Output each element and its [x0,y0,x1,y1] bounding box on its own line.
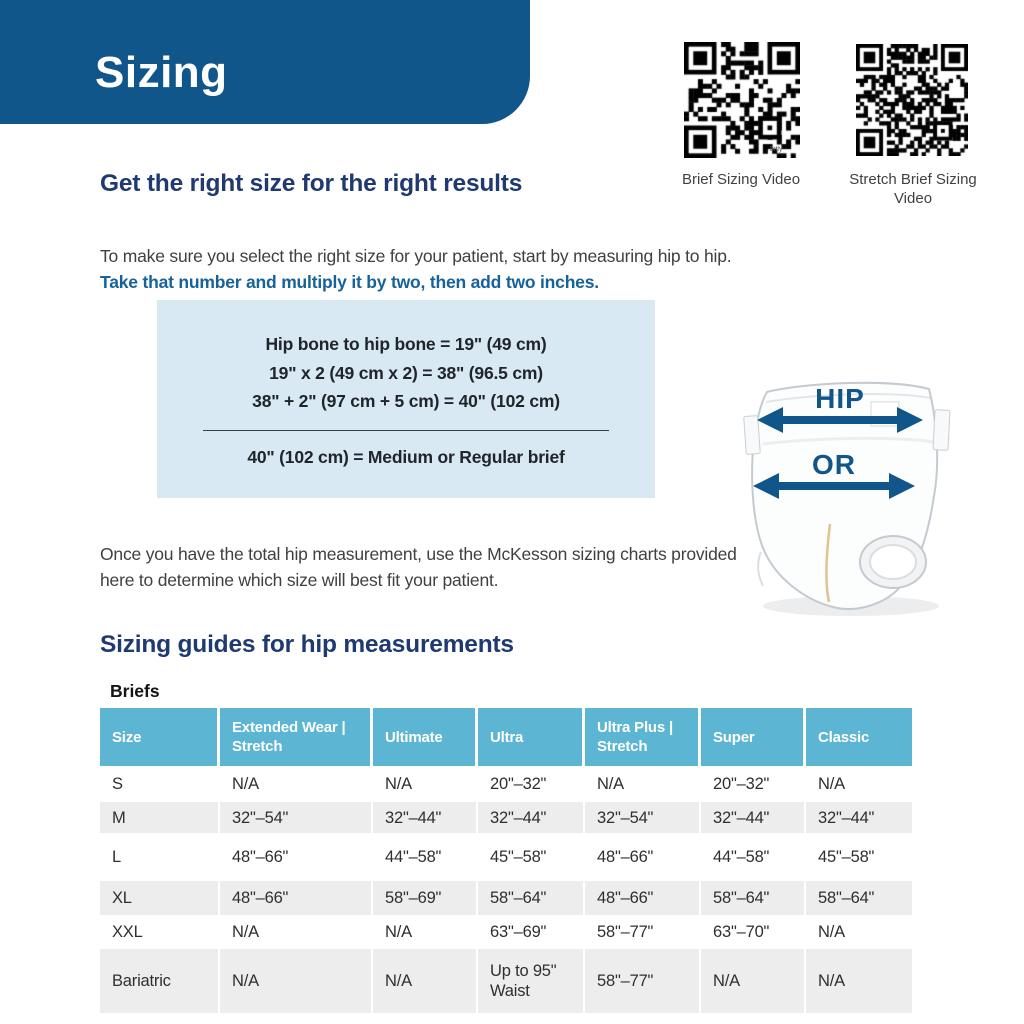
hip-label: HIP [815,383,865,414]
brief-left-ruffle [758,552,763,586]
size-cell: M [100,800,220,833]
qr-watermark: bitly [770,146,783,153]
range-cell: N/A [585,766,701,800]
calc-line-1: Hip bone to hip bone = 19" (49 cm) [265,334,547,354]
range-cell: 48"–66" [585,879,701,915]
size-cell: L [100,833,220,879]
briefs-sizing-table [100,708,912,1013]
table-row [100,915,912,947]
qr-label-stretch-brief-sizing-video: Stretch Brief Sizing Video [849,171,977,207]
qr-code-brief-sizing [684,42,800,158]
range-cell: 44"–58" [701,833,806,879]
table-row [100,947,912,1013]
column-header: Ultra Plus | Stretch [585,708,701,766]
brief-left-tab [744,416,761,455]
intro-paragraph [100,243,734,295]
sizing-guides-heading: Sizing guides for hip measurements [100,631,514,658]
range-cell: 58"–77" [585,947,701,1013]
size-cell: S [100,766,220,800]
range-cell: 32"–54" [585,800,701,833]
range-cell: 58"–69" [373,879,478,915]
outro-paragraph: Once you have the total hip measurement, use the McKesson sizing charts provided here to determine which size will best fit your patient. [100,543,737,590]
range-cell: 58"–64" [478,879,585,915]
range-cell: 32"–44" [701,800,806,833]
range-cell: N/A [220,915,373,947]
briefs-table-title: Briefs [110,681,160,701]
range-cell: 58"–64" [806,879,912,915]
calc-divider [203,430,609,431]
calc-result-regular: Regular [459,446,524,467]
range-cell: 20"–32" [701,766,806,800]
intro-text-emphasis: Take that number and multiply it by two, then add two inches. [100,271,599,292]
size-cell: Bariatric [100,947,220,1013]
table-row [100,766,912,800]
range-cell: 32"–44" [373,800,478,833]
calculation-example-box [157,300,655,498]
range-cell: N/A [373,915,478,947]
calc-result-or: or [432,446,460,467]
column-header: Ultra [478,708,585,766]
range-cell: N/A [701,947,806,1013]
range-cell: Up to 95" Waist [478,947,585,1013]
range-cell: N/A [806,766,912,800]
calc-result-suffix: brief [523,446,565,467]
or-label: OR [812,449,856,480]
qr-code-stretch-brief-sizing [856,44,968,156]
brief-leg-opening-inner [870,545,916,579]
range-cell: 44"–58" [373,833,478,879]
table-row [100,833,912,879]
range-cell: N/A [373,947,478,1013]
range-cell: 32"–44" [806,800,912,833]
brief-right-tab [933,410,950,451]
page-title: Sizing [95,48,228,97]
range-cell: 45"–58" [478,833,585,879]
qr-label-brief-sizing-video: Brief Sizing Video [681,171,801,188]
size-cell: XXL [100,915,220,947]
range-cell: 32"–44" [478,800,585,833]
table-row [100,800,912,833]
column-header: Classic [806,708,912,766]
column-header: Ultimate [373,708,478,766]
brief-measurement-diagram [733,356,961,618]
range-cell: N/A [220,766,373,800]
table-row [100,879,912,915]
calc-result-prefix: 40" (102 cm) = [247,446,368,467]
range-cell: 32"–54" [220,800,373,833]
range-cell: N/A [373,766,478,800]
title-banner [0,0,530,124]
range-cell: 45"–58" [806,833,912,879]
range-cell: 58"–64" [701,879,806,915]
range-cell: 20"–32" [478,766,585,800]
range-cell: 63"–70" [701,915,806,947]
intro-text-plain: To make sure you select the right size for your patient, start by measuring hip to hip. [100,245,732,266]
table-header-row [100,708,912,766]
range-cell: N/A [220,947,373,1013]
calc-line-3: 38" + 2" (97 cm + 5 cm) = 40" (102 cm) [252,391,560,411]
range-cell: 63"–69" [478,915,585,947]
range-cell: 58"–77" [585,915,701,947]
calc-result-line [157,447,655,468]
range-cell: 48"–66" [220,833,373,879]
intro-heading: Get the right size for the right results [100,170,523,197]
column-header: Extended Wear | Stretch [220,708,373,766]
range-cell: 48"–66" [220,879,373,915]
calc-line-2: 19" x 2 (49 cm x 2) = 38" (96.5 cm) [269,362,543,383]
range-cell: N/A [806,947,912,1013]
size-cell: XL [100,879,220,915]
range-cell: 48"–66" [585,833,701,879]
range-cell: N/A [806,915,912,947]
column-header: Size [100,708,220,766]
calc-result-medium: Medium [367,446,433,467]
column-header: Super [701,708,806,766]
